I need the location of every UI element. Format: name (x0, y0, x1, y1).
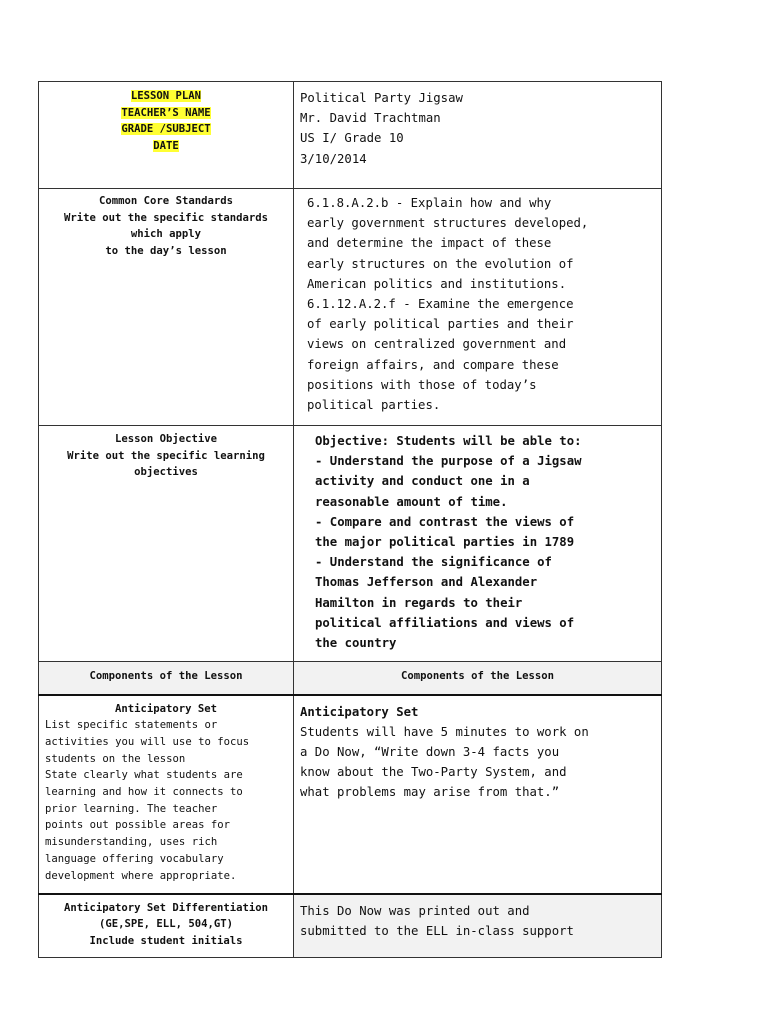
grade-subject: US I/ Grade 10 (300, 131, 404, 146)
standards-line: 6.1.12.A.2.f - Examine the emergence (307, 297, 574, 312)
objective-row (39, 426, 662, 662)
anticipatory-label-cell (39, 695, 294, 894)
anticipatory-line: what problems may arise from that.” (300, 785, 560, 800)
anticipatory-instruction: development where appropriate. (45, 869, 237, 882)
components-right-heading: Components of the Lesson (400, 670, 555, 682)
lesson-plan-label: LESSON PLAN (130, 90, 202, 102)
grade-subject-label: GRADE /SUBJECT (121, 123, 211, 136)
differentiation-line: This Do Now was printed out and (300, 903, 530, 918)
standards-line: of early political parties and their (307, 317, 574, 332)
header-value-cell (294, 82, 662, 189)
standards-line: views on centralized government and (307, 337, 567, 352)
objective-line: Thomas Jefferson and Alexander (315, 575, 538, 590)
objective-line: reasonable amount of time. (315, 494, 508, 509)
standards-text-cell (294, 189, 662, 426)
differentiation-line: submitted to the ELL in-class support (300, 923, 574, 938)
standards-line: early structures on the evolution of (307, 256, 574, 271)
anticipatory-instruction: State clearly what students are (45, 769, 243, 782)
differentiation-row (39, 894, 662, 958)
standards-heading: Common Core Standards (99, 195, 233, 207)
objective-line: Objective: Students will be able to: (315, 434, 582, 448)
standards-line: 6.1.8.A.2.b - Explain how and why (307, 196, 552, 210)
standards-row (39, 189, 662, 426)
objective-line: the major political parties in 1789 (315, 535, 575, 550)
objective-line: the country (315, 636, 397, 651)
anticipatory-line: Students will have 5 minutes to work on (300, 724, 589, 739)
anticipatory-line: know about the Two-Party System, and (300, 765, 567, 780)
anticipatory-text-cell (294, 695, 662, 894)
standards-instruction: to the day’s lesson (105, 245, 227, 258)
components-left-heading: Components of the Lesson (89, 670, 243, 682)
objective-text-cell (294, 426, 662, 662)
differentiation-label-cell (39, 894, 294, 958)
date-label: DATE (153, 140, 179, 153)
objective-line: activity and conduct one in a (315, 474, 530, 489)
lesson-plan-table (38, 81, 662, 958)
anticipatory-label-title: Anticipatory Set (114, 702, 218, 715)
anticipatory-instruction: activities you will use to focus (45, 735, 250, 748)
standards-instruction: which apply (130, 228, 202, 241)
anticipatory-instruction: students on the lesson (45, 752, 186, 765)
objective-line: - Understand the purpose of a Jigsaw (315, 454, 582, 469)
objective-instruction: Write out the specific learning (67, 449, 265, 462)
teacher-name: Mr. David Trachtman (300, 111, 441, 126)
components-row (39, 662, 662, 695)
anticipatory-instruction: language offering vocabulary (45, 852, 224, 865)
teacher-name-label: TEACHER’S NAME (121, 106, 211, 119)
header-label-cell (39, 82, 294, 189)
standards-instruction: Write out the specific standards (63, 211, 269, 224)
anticipatory-line: a Do Now, “Write down 3-4 facts you (300, 744, 560, 759)
objective-line: Hamilton in regards to their (315, 595, 523, 610)
objective-line: political affiliations and views of (315, 615, 575, 630)
components-left-cell (39, 662, 294, 695)
anticipatory-instruction: List specific statements or (45, 719, 218, 732)
differentiation-heading: Anticipatory Set Differentiation (63, 901, 269, 914)
differentiation-instruction: Include student initials (89, 934, 243, 947)
anticipatory-instruction: misunderstanding, uses rich (45, 836, 218, 849)
objective-line: - Compare and contrast the views of (315, 514, 575, 529)
anticipatory-instruction: learning and how it connects to (45, 786, 243, 799)
lesson-date: 3/10/2014 (300, 151, 367, 166)
anticipatory-row (39, 695, 662, 894)
anticipatory-instruction: points out possible areas for (45, 819, 230, 832)
standards-line: American politics and institutions. (307, 276, 567, 291)
standards-label-cell (39, 189, 294, 426)
anticipatory-text-title: Anticipatory Set (300, 704, 419, 719)
objective-heading: Lesson Objective (114, 433, 218, 445)
anticipatory-instruction: prior learning. The teacher (45, 802, 218, 815)
objective-label-cell (39, 426, 294, 662)
lesson-title: Political Party Jigsaw (300, 91, 463, 105)
standards-line: positions with those of today’s (307, 377, 537, 392)
standards-line: foreign affairs, and compare these (307, 357, 559, 372)
objective-instruction: objectives (134, 466, 198, 479)
components-right-cell (294, 662, 662, 695)
differentiation-text-cell (294, 894, 662, 958)
standards-line: early government structures developed, (307, 216, 589, 231)
standards-line: and determine the impact of these (307, 236, 552, 251)
header-row (39, 82, 662, 189)
objective-line: - Understand the significance of (315, 555, 552, 570)
differentiation-instruction: (GE,SPE, ELL, 504,GT) (99, 918, 233, 931)
standards-line: political parties. (307, 398, 441, 413)
